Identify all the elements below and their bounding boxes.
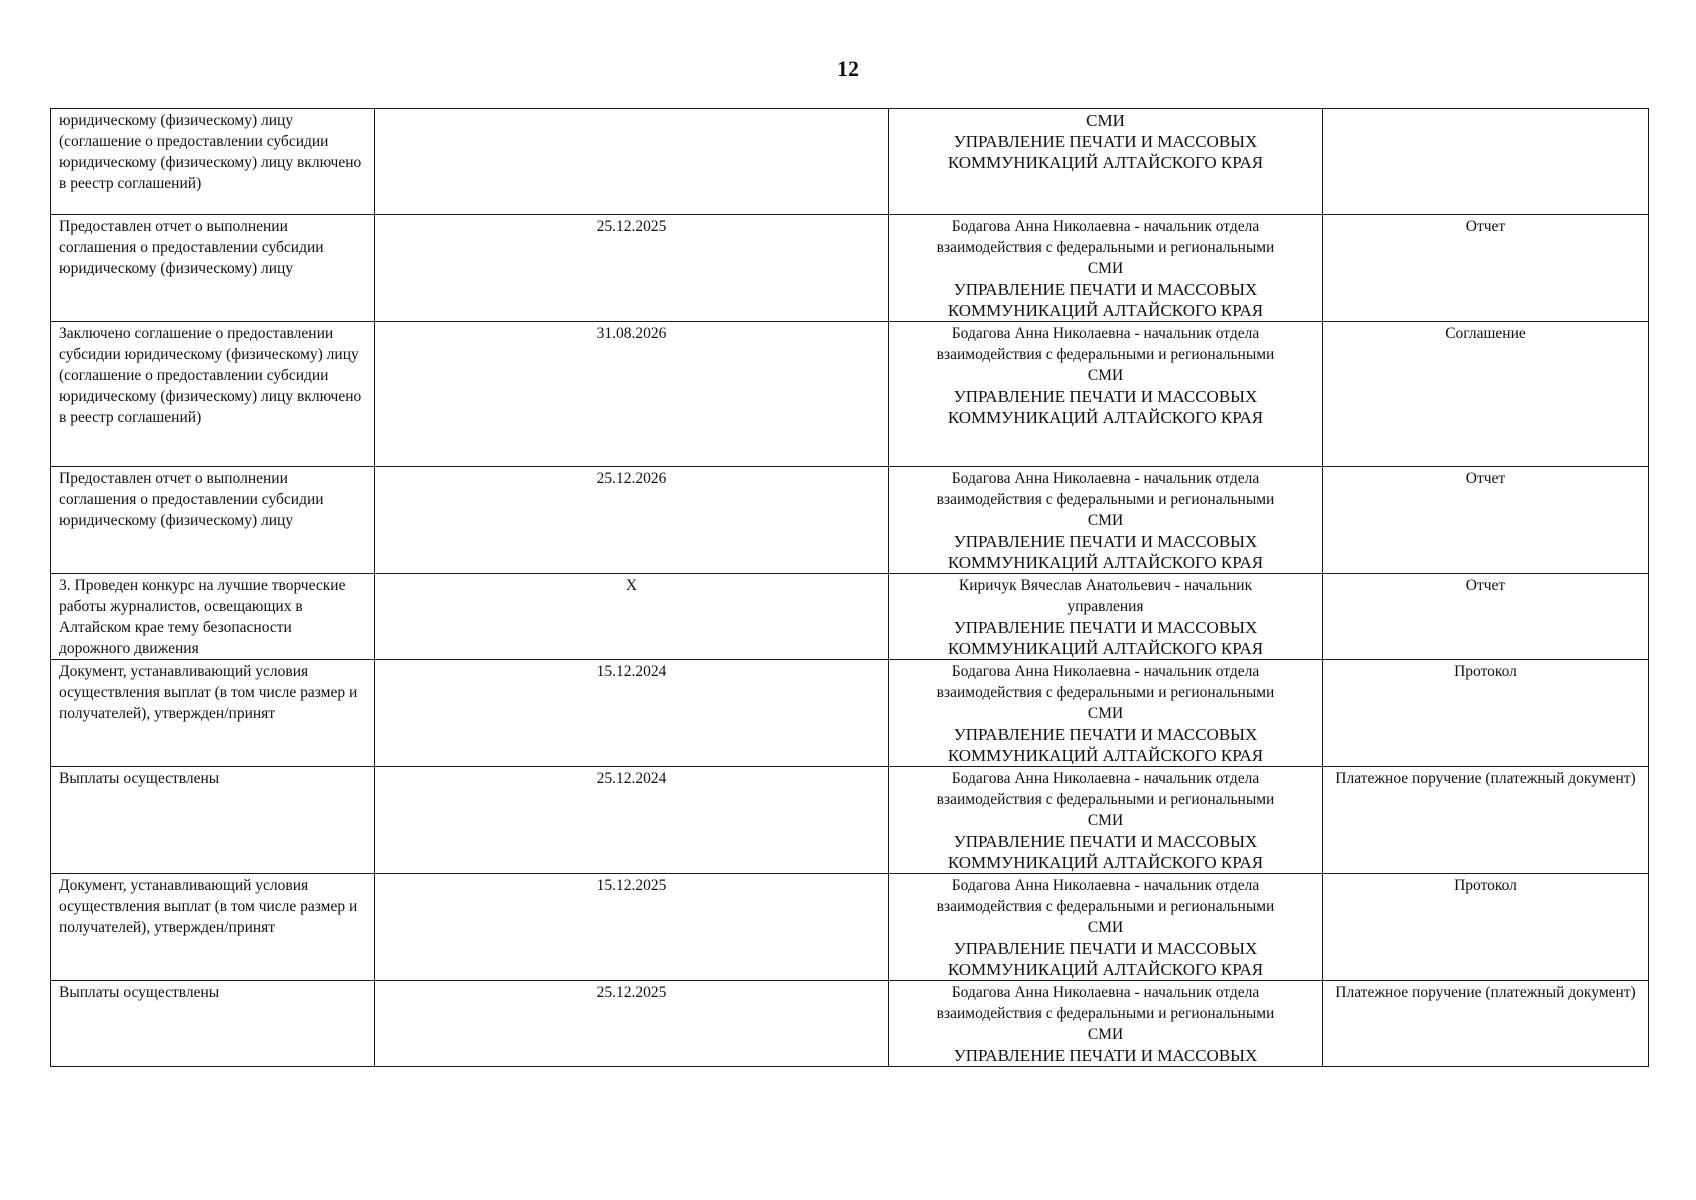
organization-line: КОММУНИКАЦИЙ АЛТАЙСКОГО КРАЯ — [947, 960, 1264, 979]
responsible-line: СМИ — [1087, 367, 1124, 384]
organization-line: КОММУНИКАЦИЙ АЛТАЙСКОГО КРАЯ — [947, 301, 1264, 320]
table-row — [51, 109, 1649, 215]
responsible-cell — [889, 874, 1323, 981]
organization-line: УПРАВЛЕНИЕ ПЕЧАТИ И МАССОВЫХ — [953, 1046, 1258, 1065]
document-cell: Платежное поручение (платежный документ) — [1323, 981, 1649, 1067]
responsible-line: взаимодействия с федеральными и региональными — [936, 791, 1275, 808]
date-cell: 25.12.2025 — [375, 981, 889, 1067]
organization-line: КОММУНИКАЦИЙ АЛТАЙСКОГО КРАЯ — [947, 153, 1264, 172]
responsible-line: СМИ — [1087, 705, 1124, 722]
event-cell: Предоставлен отчет о выполнении соглашения о предоставлении субсидии юридическому (физическому) лицу — [51, 215, 375, 322]
responsible-cell — [889, 981, 1323, 1067]
responsible-line: СМИ — [1087, 919, 1124, 936]
responsible-line: Бодагова Анна Николаевна - начальник отдела — [951, 470, 1260, 487]
responsible-cell — [889, 215, 1323, 322]
event-cell: Выплаты осуществлены — [51, 981, 375, 1067]
responsible-line: Бодагова Анна Николаевна - начальник отдела — [951, 325, 1260, 342]
responsible-cell — [889, 322, 1323, 467]
organization-line: КОММУНИКАЦИЙ АЛТАЙСКОГО КРАЯ — [947, 746, 1264, 765]
date-cell — [375, 109, 889, 215]
event-cell: Заключено соглашение о предоставлении субсидии юридическому (физическому) лицу (соглашение о предоставлении субсидии юридическому (физическому) лицу включено в реестр соглашений) — [51, 322, 375, 467]
organization-line: КОММУНИКАЦИЙ АЛТАЙСКОГО КРАЯ — [947, 553, 1264, 572]
document-cell: Протокол — [1323, 660, 1649, 767]
document-cell: Отчет — [1323, 215, 1649, 322]
responsible-line: Бодагова Анна Николаевна - начальник отдела — [951, 877, 1260, 894]
table-row — [51, 874, 1649, 981]
responsible-cell — [889, 767, 1323, 874]
table-row — [51, 574, 1649, 660]
date-cell: 15.12.2025 — [375, 874, 889, 981]
document-cell — [1323, 109, 1649, 215]
responsible-line: СМИ — [1087, 512, 1124, 529]
responsible-line: взаимодействия с федеральными и региональными — [936, 346, 1275, 363]
event-cell: Документ, устанавливающий условия осуществления выплат (в том числе размер и получателей), утвержден/принят — [51, 660, 375, 767]
implementation-plan-table — [50, 108, 1649, 1067]
page-number: 12 — [837, 56, 859, 81]
organization-line: УПРАВЛЕНИЕ ПЕЧАТИ И МАССОВЫХ — [953, 532, 1258, 551]
responsible-cell — [889, 467, 1323, 574]
document-cell: Соглашение — [1323, 322, 1649, 467]
table-row — [51, 981, 1649, 1067]
date-cell: 25.12.2024 — [375, 767, 889, 874]
organization-line: КОММУНИКАЦИЙ АЛТАЙСКОГО КРАЯ — [947, 639, 1264, 658]
organization-line: УПРАВЛЕНИЕ ПЕЧАТИ И МАССОВЫХ — [953, 939, 1258, 958]
responsible-line: СМИ — [1087, 1026, 1124, 1043]
document-cell: Платежное поручение (платежный документ) — [1323, 767, 1649, 874]
responsible-line: СМИ — [1087, 260, 1124, 277]
table-row — [51, 467, 1649, 574]
document-cell: Отчет — [1323, 467, 1649, 574]
responsible-cell — [889, 660, 1323, 767]
organization-line: КОММУНИКАЦИЙ АЛТАЙСКОГО КРАЯ — [947, 853, 1264, 872]
responsible-line: взаимодействия с федеральными и региональными — [936, 1005, 1275, 1022]
date-cell: 25.12.2026 — [375, 467, 889, 574]
responsible-line: СМИ — [1086, 111, 1125, 130]
document-cell: Отчет — [1323, 574, 1649, 660]
organization-line: УПРАВЛЕНИЕ ПЕЧАТИ И МАССОВЫХ — [953, 832, 1258, 851]
event-cell: 3. Проведен конкурс на лучшие творческие работы журналистов, освещающих в Алтайском крае тему безопасности дорожного движения — [51, 574, 375, 660]
responsible-line: Бодагова Анна Николаевна - начальник отдела — [951, 984, 1260, 1001]
event-cell: юридическому (физическому) лицу (соглашение о предоставлении субсидии юридическому (физическому) лицу включено в реестр соглашений) — [51, 109, 375, 215]
responsible-line: Киричук Вячеслав Анатольевич - начальник — [958, 577, 1253, 594]
document-cell: Протокол — [1323, 874, 1649, 981]
table-row — [51, 322, 1649, 467]
event-cell: Документ, устанавливающий условия осуществления выплат (в том числе размер и получателей), утвержден/принят — [51, 874, 375, 981]
date-cell: X — [375, 574, 889, 660]
responsible-line: Бодагова Анна Николаевна - начальник отдела — [951, 663, 1260, 680]
organization-line: КОММУНИКАЦИЙ АЛТАЙСКОГО КРАЯ — [947, 408, 1264, 427]
responsible-cell — [889, 109, 1323, 215]
organization-line: УПРАВЛЕНИЕ ПЕЧАТИ И МАССОВЫХ — [953, 725, 1258, 744]
organization-line: УПРАВЛЕНИЕ ПЕЧАТИ И МАССОВЫХ — [953, 132, 1258, 151]
responsible-line: взаимодействия с федеральными и региональными — [936, 491, 1275, 508]
responsible-line: взаимодействия с федеральными и региональными — [936, 898, 1275, 915]
date-cell: 15.12.2024 — [375, 660, 889, 767]
organization-line: УПРАВЛЕНИЕ ПЕЧАТИ И МАССОВЫХ — [953, 618, 1258, 637]
organization-line: УПРАВЛЕНИЕ ПЕЧАТИ И МАССОВЫХ — [953, 387, 1258, 406]
table-row — [51, 767, 1649, 874]
date-cell: 31.08.2026 — [375, 322, 889, 467]
responsible-line: Бодагова Анна Николаевна - начальник отдела — [951, 770, 1260, 787]
responsible-line: СМИ — [1087, 812, 1124, 829]
event-cell: Предоставлен отчет о выполнении соглашения о предоставлении субсидии юридическому (физическому) лицу — [51, 467, 375, 574]
responsible-line: взаимодействия с федеральными и региональными — [936, 239, 1275, 256]
responsible-cell — [889, 574, 1323, 660]
responsible-line: управления — [1067, 598, 1144, 615]
event-cell: Выплаты осуществлены — [51, 767, 375, 874]
organization-line: УПРАВЛЕНИЕ ПЕЧАТИ И МАССОВЫХ — [953, 280, 1258, 299]
responsible-line: Бодагова Анна Николаевна - начальник отдела — [951, 218, 1260, 235]
date-cell: 25.12.2025 — [375, 215, 889, 322]
table-row — [51, 215, 1649, 322]
table-row — [51, 660, 1649, 767]
responsible-line: взаимодействия с федеральными и региональными — [936, 684, 1275, 701]
